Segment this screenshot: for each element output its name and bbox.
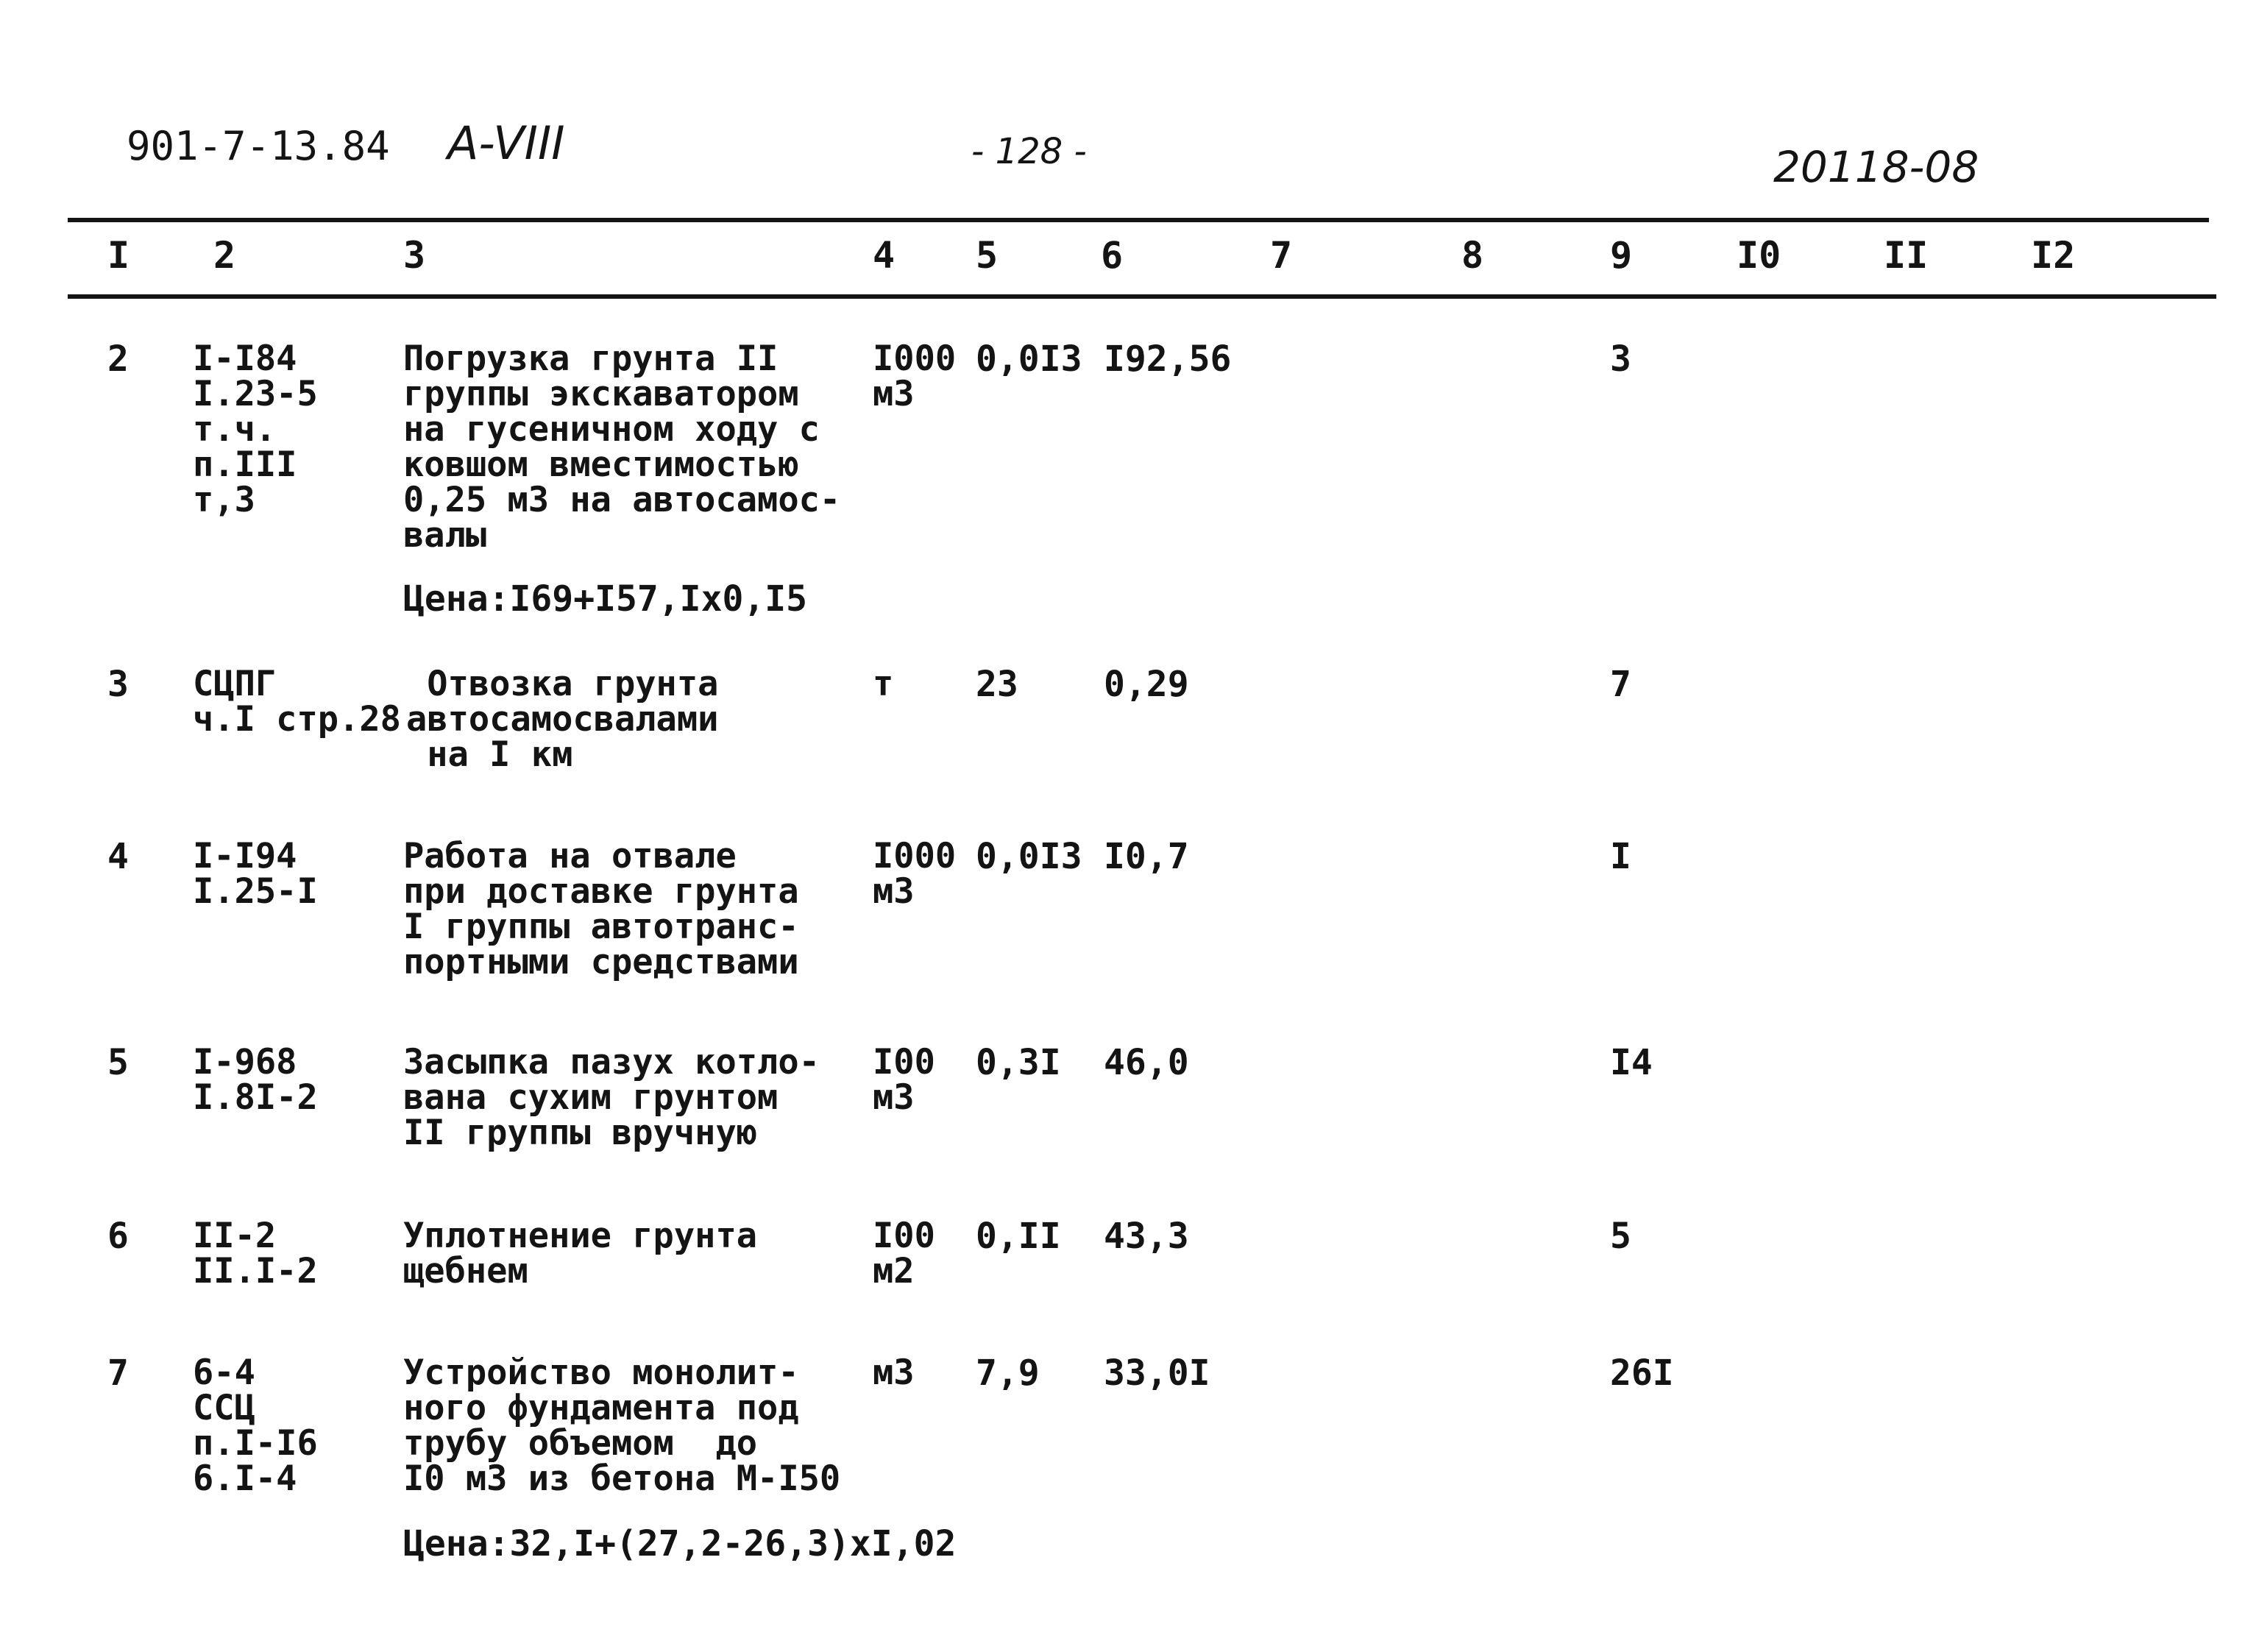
unit-price: 33,0I (1104, 1353, 1210, 1394)
quantity: 7,9 (976, 1353, 1040, 1394)
norm-code: II-2 II.I-2 (193, 1216, 318, 1291)
norm-code: I-968 I.8I-2 (193, 1042, 318, 1118)
unit-price: 43,3 (1104, 1216, 1189, 1257)
col-head-1: I (107, 234, 130, 277)
header-top-rule (68, 218, 2209, 222)
quantity: 23 (976, 664, 1018, 705)
unit: I000 м3 (873, 836, 957, 912)
unit: I00 м2 (873, 1216, 935, 1291)
quantity: 0,II (976, 1216, 1061, 1257)
col-head-8: 8 (1461, 234, 1484, 277)
col-head-3: 3 (403, 234, 426, 277)
archive-number: 20118-08 (1773, 142, 1979, 192)
row-number: 7 (107, 1353, 129, 1394)
work-description: Погрузка грунта II группы экскаватором на гусеничном ходу с ковшом вместимостью 0,25 м3 на автосамос- валы (403, 338, 841, 556)
work-description: Засыпка пазух котло- вана сухим грунтом II группы вручную (403, 1042, 820, 1153)
col9-value: 26I (1610, 1353, 1674, 1394)
row-number: 4 (107, 836, 129, 877)
unit-price: I92,56 (1104, 338, 1232, 380)
unit-price: I0,7 (1104, 836, 1189, 877)
doc-code: 901-7-13.84 (127, 123, 390, 169)
unit-price: 0,29 (1104, 664, 1189, 705)
unit: т (873, 664, 894, 704)
price-note: Цена:32,I+(27,2-26,3)xI,02 (403, 1523, 957, 1564)
work-description: Отвозка грунта автосамосвалами на I км (406, 664, 719, 775)
col-head-4: 4 (873, 234, 896, 277)
col-head-7: 7 (1270, 234, 1293, 277)
quantity: 0,0I3 (976, 338, 1082, 380)
col9-value: 5 (1610, 1216, 1631, 1257)
album-mark: A-VIII (447, 116, 565, 170)
work-description: Уплотнение грунта щебнем (403, 1216, 758, 1291)
norm-code: СЦПГ ч.I стр.28 (193, 664, 401, 740)
work-description: Устройство монолит- ного фундамента под трубу объемом до I0 м3 из бетона М-I50 (403, 1353, 841, 1499)
quantity: 0,3I (976, 1042, 1061, 1083)
col9-value: 3 (1610, 338, 1631, 380)
col9-value: I (1610, 836, 1631, 877)
col-head-11: II (1884, 234, 1929, 277)
row-number: 3 (107, 664, 129, 705)
norm-code: 6-4 ССЦ п.I-I6 6.I-4 (193, 1353, 318, 1499)
col9-value: I4 (1610, 1042, 1653, 1083)
col-head-5: 5 (976, 234, 999, 277)
header-bottom-rule (68, 294, 2216, 299)
col-head-6: 6 (1101, 234, 1124, 277)
col-head-12: I2 (2031, 234, 2076, 277)
col-head-10: I0 (1737, 234, 1781, 277)
quantity: 0,0I3 (976, 836, 1082, 877)
col-head-9: 9 (1610, 234, 1633, 277)
unit: I00 м3 (873, 1042, 935, 1118)
col-head-2: 2 (213, 234, 236, 277)
unit: I000 м3 (873, 338, 957, 414)
row-number: 5 (107, 1042, 129, 1083)
unit: м3 (873, 1353, 915, 1393)
row-number: 6 (107, 1216, 129, 1257)
price-note: Цена:I69+I57,Ix0,I5 (403, 578, 808, 620)
col9-value: 7 (1610, 664, 1631, 705)
norm-code: I-I94 I.25-I (193, 836, 318, 912)
row-number: 2 (107, 338, 129, 380)
work-description: Работа на отвале при доставке грунта I группы автотранс- портными средствами (403, 836, 799, 982)
unit-price: 46,0 (1104, 1042, 1189, 1083)
page-number: - 128 - (971, 131, 1087, 172)
norm-code: I-I84 I.23-5 т.ч. п.III т,3 (193, 338, 318, 520)
